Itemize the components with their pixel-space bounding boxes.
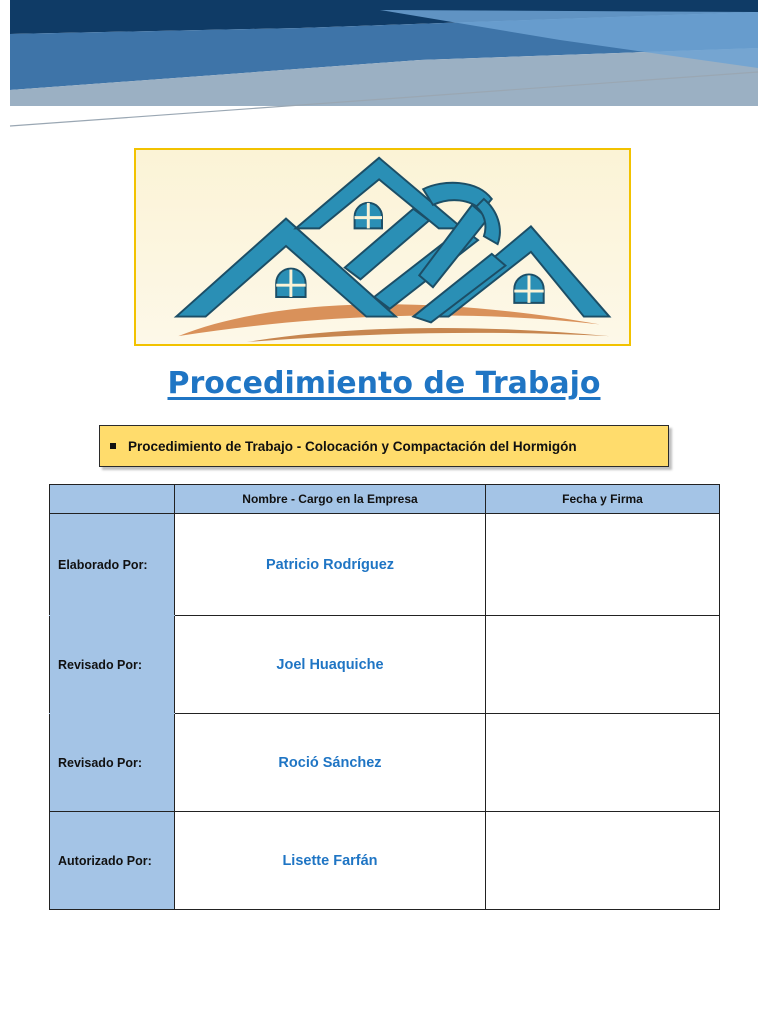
name-cell: Joel Huaquiche [175, 616, 486, 714]
signature-cell [486, 812, 720, 910]
window-icon [355, 203, 382, 228]
name-column-header: Nombre - Cargo en la Empresa [175, 485, 486, 514]
document-title: Procedimiento de Trabajo [167, 366, 601, 401]
table-row [50, 714, 720, 812]
signature-cell [486, 616, 720, 714]
table-header-row [50, 485, 720, 514]
bullet-icon [110, 443, 116, 449]
table-row [50, 812, 720, 910]
signature-cell [486, 514, 720, 616]
name-cell: Lisette Farfán [175, 812, 486, 910]
name-cell: Roció Sánchez [175, 714, 486, 812]
role-cell: Autorizado Por: [50, 812, 175, 910]
role-cell: Revisado Por: [50, 616, 175, 714]
signature-column-header: Fecha y Firma [486, 485, 720, 514]
signature-cell [486, 714, 720, 812]
header-bands [0, 0, 768, 140]
name-cell: Patricio Rodríguez [175, 514, 486, 616]
role-cell: Elaborado Por: [50, 514, 175, 616]
window-icon [276, 269, 305, 297]
role-cell: Revisado Por: [50, 714, 175, 812]
window-icon [514, 274, 543, 302]
role-column-header [50, 485, 175, 514]
table-row [50, 514, 720, 616]
table-row [50, 616, 720, 714]
company-logo [134, 148, 631, 346]
approvals-table [49, 484, 720, 910]
procedure-subtitle-box [99, 425, 669, 467]
procedure-subtitle: Procedimiento de Trabajo - Colocación y Compactación del Hormigón [128, 438, 577, 454]
house-roof-icon [136, 150, 629, 344]
